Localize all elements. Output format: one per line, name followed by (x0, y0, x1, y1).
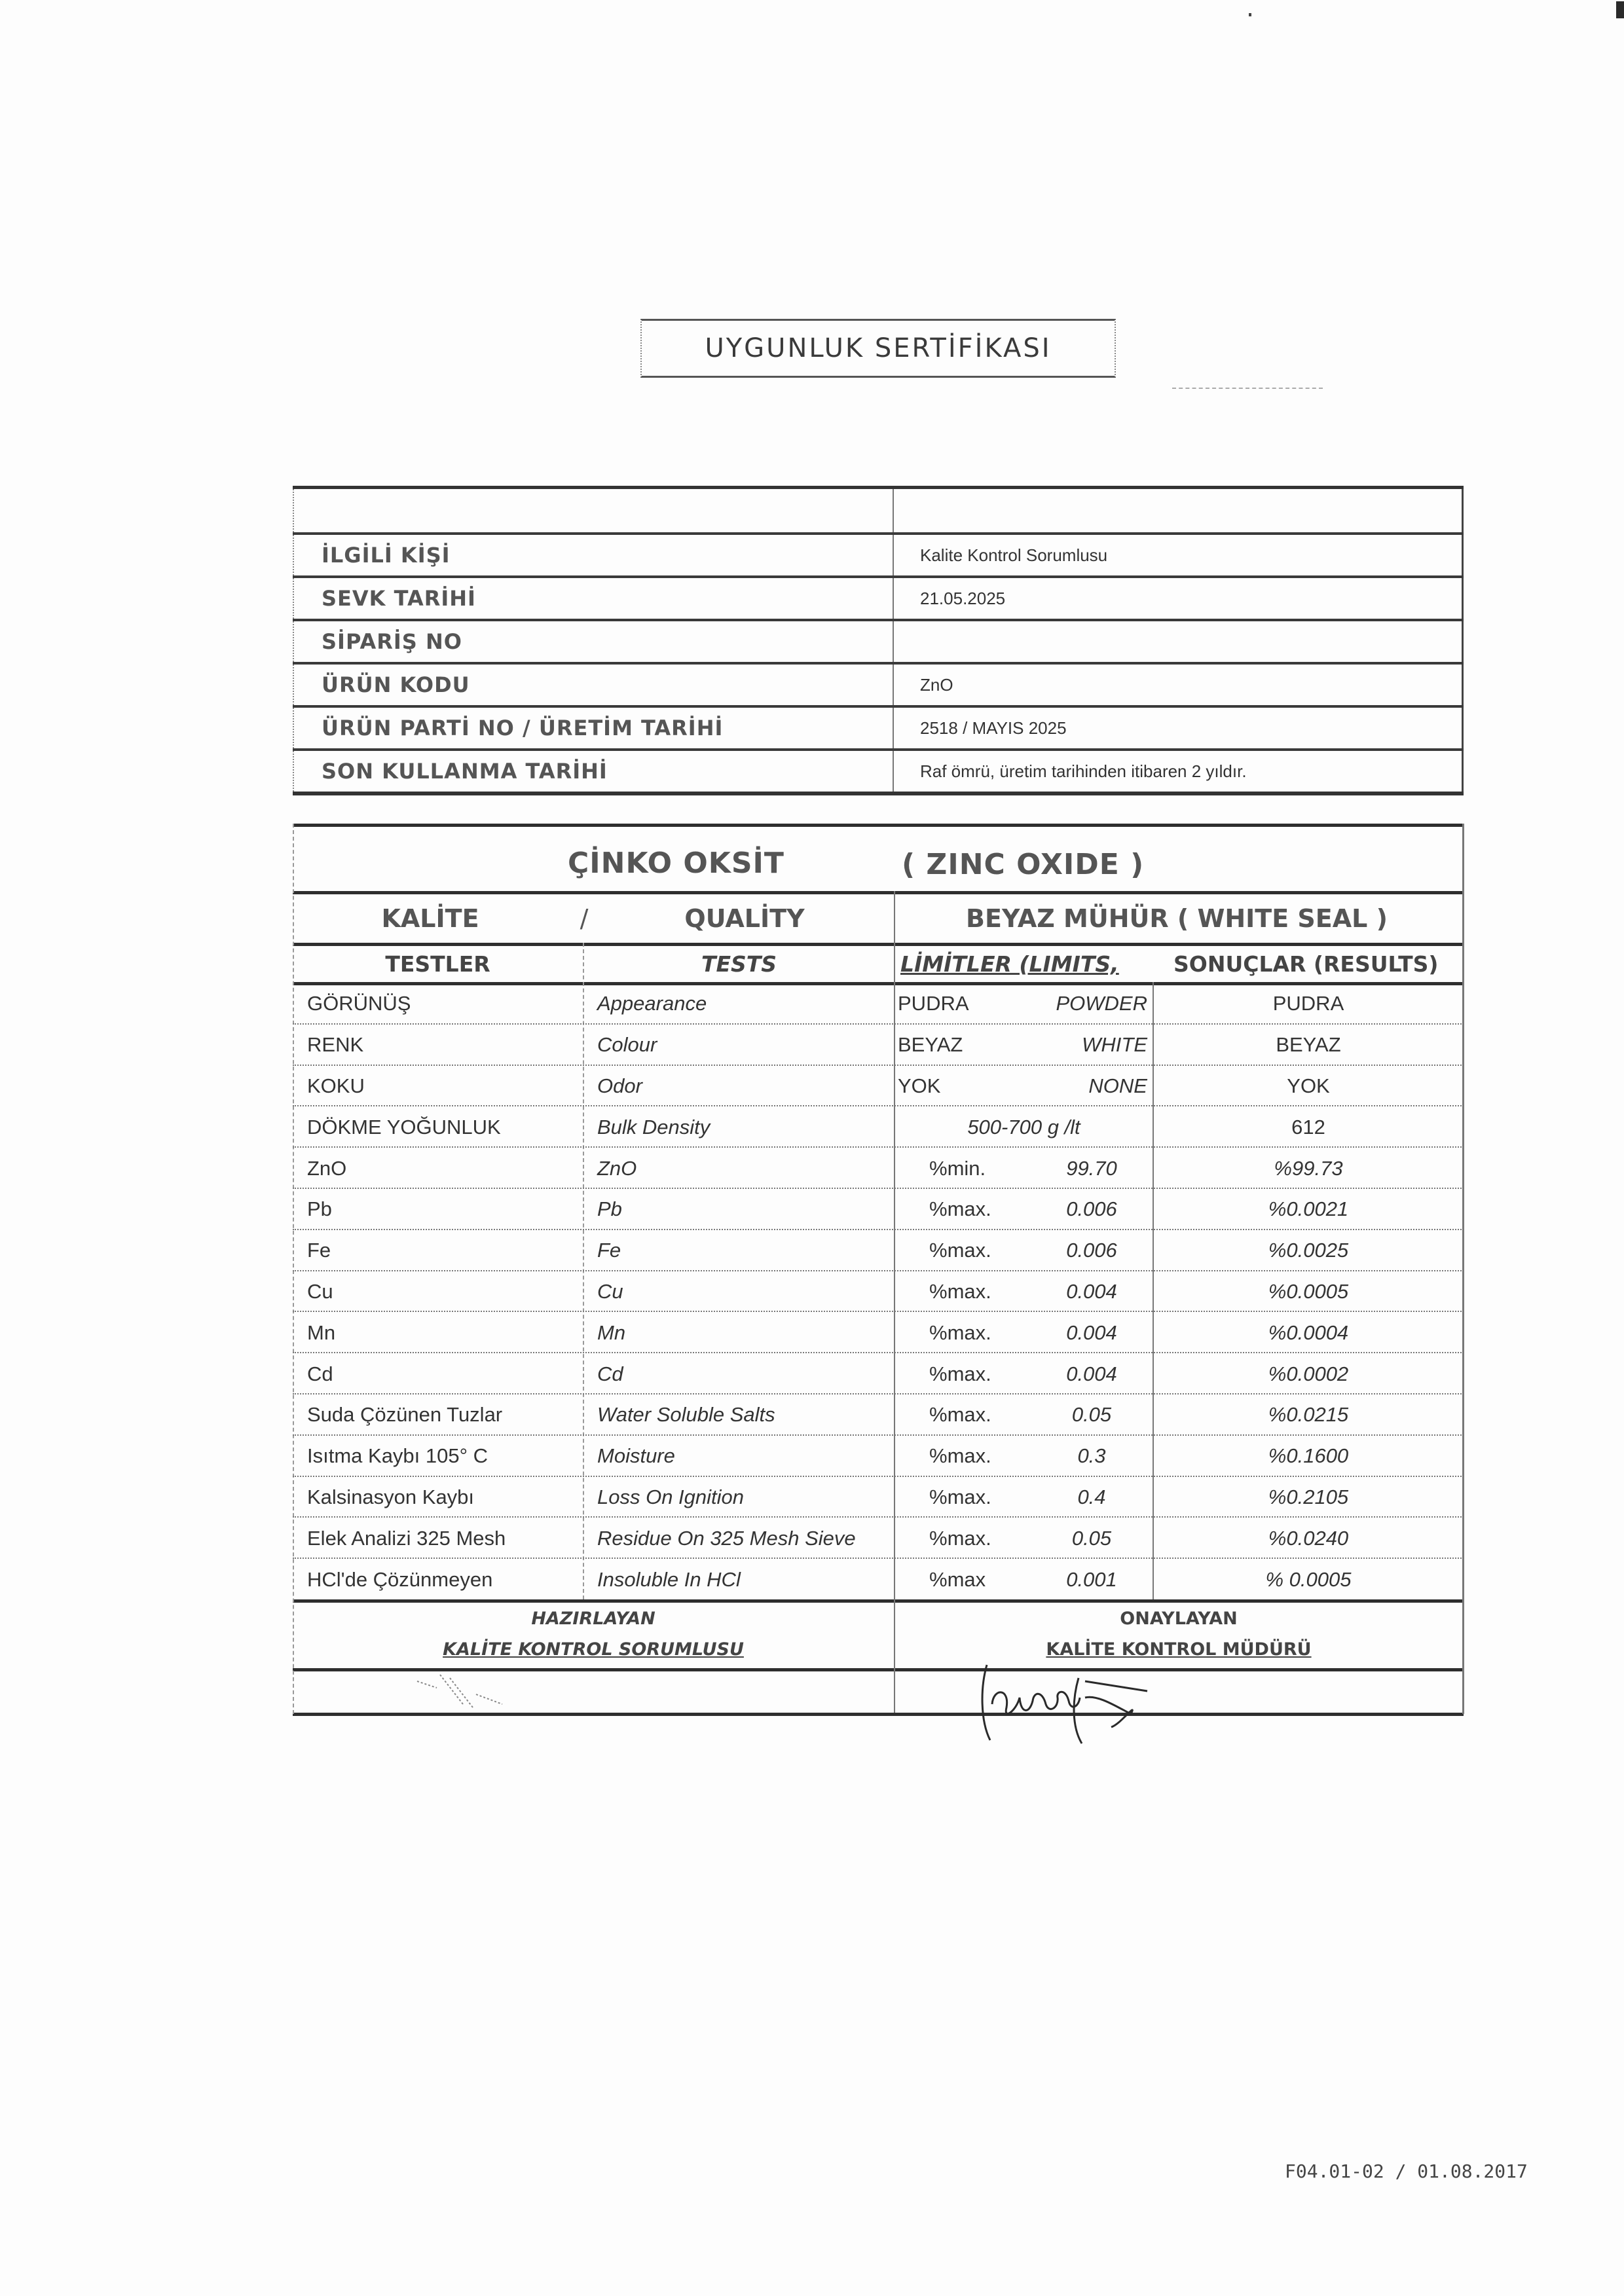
info-row (293, 750, 1463, 793)
limit-type: %max. (929, 1444, 991, 1468)
info-value: Raf ömrü, üretim tarihinden itibaren 2 yıldır. (893, 750, 1463, 793)
result-value: 612 (1291, 1115, 1325, 1139)
info-value (893, 620, 1463, 663)
info-label: SEVK TARİHİ (293, 577, 893, 620)
result-value: %0.0215 (1268, 1403, 1349, 1427)
test-name-en: Appearance (597, 992, 707, 1015)
spec-table (293, 824, 1464, 1714)
test-name-en: Insoluble In HCl (597, 1567, 741, 1591)
limit-value: 0.001 (1066, 1567, 1117, 1591)
scan-speck (1249, 13, 1251, 16)
test-name-en: Cd (597, 1362, 623, 1385)
approved-by-role: KALİTE KONTROL MÜDÜRÜ (1046, 1639, 1312, 1660)
limit-value: 0.006 (1066, 1239, 1117, 1262)
rule (894, 891, 895, 1713)
test-name-en: ZnO (597, 1156, 637, 1180)
limit-type: %max. (929, 1239, 991, 1262)
info-value: 2518 / MAYIS 2025 (893, 706, 1463, 750)
document-title: UYGUNLUK SERTİFİKASI (705, 333, 1052, 363)
limit-tr: PUDRA (898, 992, 969, 1015)
col-header-results: SONUÇLAR (RESULTS) (1173, 951, 1439, 977)
info-row (293, 620, 1463, 663)
limit-en: POWDER (1056, 992, 1147, 1015)
limit-en: NONE (1088, 1074, 1147, 1097)
limit-tr: BEYAZ (898, 1033, 963, 1057)
test-name-en: Colour (597, 1033, 657, 1057)
info-value: ZnO (893, 663, 1463, 706)
rule (293, 824, 1464, 827)
title-decorative-dash (1172, 388, 1323, 389)
limit-value: 0.4 (1077, 1485, 1106, 1508)
test-name-tr: Cd (307, 1362, 333, 1385)
result-value: %0.0025 (1268, 1239, 1349, 1262)
test-name-en: Moisture (597, 1444, 675, 1468)
limit-value: 0.004 (1066, 1362, 1117, 1385)
rule (1153, 982, 1154, 1599)
limit-value: 0.05 (1071, 1526, 1112, 1550)
test-name-tr: ZnO (307, 1156, 347, 1180)
info-row (293, 577, 1463, 620)
info-label: İLGİLİ KİŞİ (293, 534, 893, 577)
info-value: 21.05.2025 (893, 577, 1463, 620)
approver-signature (980, 1662, 1196, 1747)
test-name-tr: KOKU (307, 1074, 365, 1097)
form-code: F04.01-02 / 01.08.2017 (1285, 2160, 1528, 2182)
limit-value: 99.70 (1066, 1156, 1117, 1180)
result-value: PUDRA (1272, 992, 1344, 1015)
grade-label: BEYAZ MÜHÜR ( WHITE SEAL ) (966, 904, 1388, 933)
test-name-tr: RENK (307, 1033, 364, 1057)
test-name-tr: HCl'de Çözünmeyen (307, 1567, 493, 1591)
info-row (293, 706, 1463, 750)
test-name-tr: Pb (307, 1197, 332, 1221)
info-row (293, 488, 1463, 534)
result-value: %99.73 (1274, 1156, 1343, 1180)
limit-value: 0.3 (1077, 1444, 1106, 1468)
limit-type: %min. (929, 1156, 986, 1180)
result-value: % 0.0005 (1265, 1567, 1352, 1591)
rule (1462, 824, 1464, 1714)
test-name-en: Residue On 325 Mesh Sieve (597, 1526, 856, 1550)
limit-tr: YOK (898, 1074, 941, 1097)
test-name-tr: Suda Çözünen Tuzlar (307, 1403, 503, 1427)
test-name-tr: Fe (307, 1239, 331, 1262)
scan-edge-mark (1616, 1, 1624, 18)
quality-label-en: QUALİTY (684, 904, 805, 933)
product-name-tr: ÇİNKO OKSİT (568, 846, 784, 880)
limit-value: 0.004 (1066, 1321, 1117, 1344)
test-name-en: Fe (597, 1239, 621, 1262)
info-label (293, 488, 893, 534)
test-name-tr: Isıtma Kaybı 105° C (307, 1444, 489, 1468)
shipment-info-table (293, 486, 1464, 795)
result-value: %0.0004 (1268, 1321, 1349, 1344)
document-title-box (640, 319, 1116, 378)
limit-type: %max. (929, 1403, 991, 1427)
test-name-tr: Kalsinasyon Kaybı (307, 1485, 475, 1508)
test-name-en: Water Soluble Salts (597, 1403, 775, 1427)
limit-type: %max. (929, 1362, 991, 1385)
test-name-tr: DÖKME YOĞUNLUK (307, 1115, 501, 1139)
limit-type: %max (929, 1567, 986, 1591)
col-header-limits: LİMİTLER (LIMITS, (900, 951, 1119, 977)
result-value: %0.0002 (1268, 1362, 1349, 1385)
test-name-en: Pb (597, 1197, 622, 1221)
info-label: ÜRÜN PARTİ NO / ÜRETİM TARİHİ (293, 706, 893, 750)
test-name-tr: Cu (307, 1279, 333, 1303)
product-name-en: ( ZINC OXIDE ) (902, 847, 1145, 881)
result-value: %0.0021 (1268, 1197, 1349, 1221)
test-name-en: Mn (597, 1321, 626, 1344)
result-value: %0.0005 (1268, 1279, 1349, 1303)
quality-label-tr: KALİTE (381, 904, 479, 933)
limit-type: %max. (929, 1197, 991, 1221)
info-value (893, 488, 1463, 534)
result-value: YOK (1287, 1074, 1330, 1097)
limit-type: %max. (929, 1526, 991, 1550)
quality-separator: / (580, 904, 589, 933)
limit-type: %max. (929, 1321, 991, 1344)
limit-type: %max. (929, 1485, 991, 1508)
info-label: ÜRÜN KODU (293, 663, 893, 706)
limit-value: 0.006 (1066, 1197, 1117, 1221)
limit-type: %max. (929, 1279, 991, 1303)
col-header-tests-tr: TESTLER (385, 951, 490, 977)
limit-value: 0.004 (1066, 1279, 1117, 1303)
result-value: BEYAZ (1276, 1033, 1341, 1057)
info-row (293, 534, 1463, 577)
limit-range: 500-700 g /lt (967, 1115, 1080, 1139)
limit-en: WHITE (1082, 1033, 1147, 1057)
test-name-tr: Mn (307, 1321, 336, 1344)
test-name-en: Bulk Density (597, 1115, 710, 1139)
info-value: Kalite Kontrol Sorumlusu (893, 534, 1463, 577)
prepared-by-role: KALİTE KONTROL SORUMLUSU (443, 1639, 744, 1660)
approved-by-label: ONAYLAYAN (1120, 1608, 1238, 1629)
info-row (293, 663, 1463, 706)
test-name-en: Loss On Ignition (597, 1485, 745, 1508)
limit-value: 0.05 (1071, 1403, 1112, 1427)
result-value: %0.0240 (1268, 1526, 1349, 1550)
test-name-tr: GÖRÜNÜŞ (307, 992, 411, 1015)
result-value: %0.2105 (1268, 1485, 1349, 1508)
preparer-signature (411, 1668, 542, 1721)
info-label: SON KULLANMA TARİHİ (293, 750, 893, 793)
result-value: %0.1600 (1268, 1444, 1349, 1468)
col-header-tests-en: TESTS (701, 951, 777, 977)
test-name-tr: Elek Analizi 325 Mesh (307, 1526, 506, 1550)
prepared-by-label: HAZIRLAYAN (531, 1608, 655, 1629)
test-name-en: Cu (597, 1279, 623, 1303)
test-name-en: Odor (597, 1074, 642, 1097)
info-label: SİPARİŞ NO (293, 620, 893, 663)
